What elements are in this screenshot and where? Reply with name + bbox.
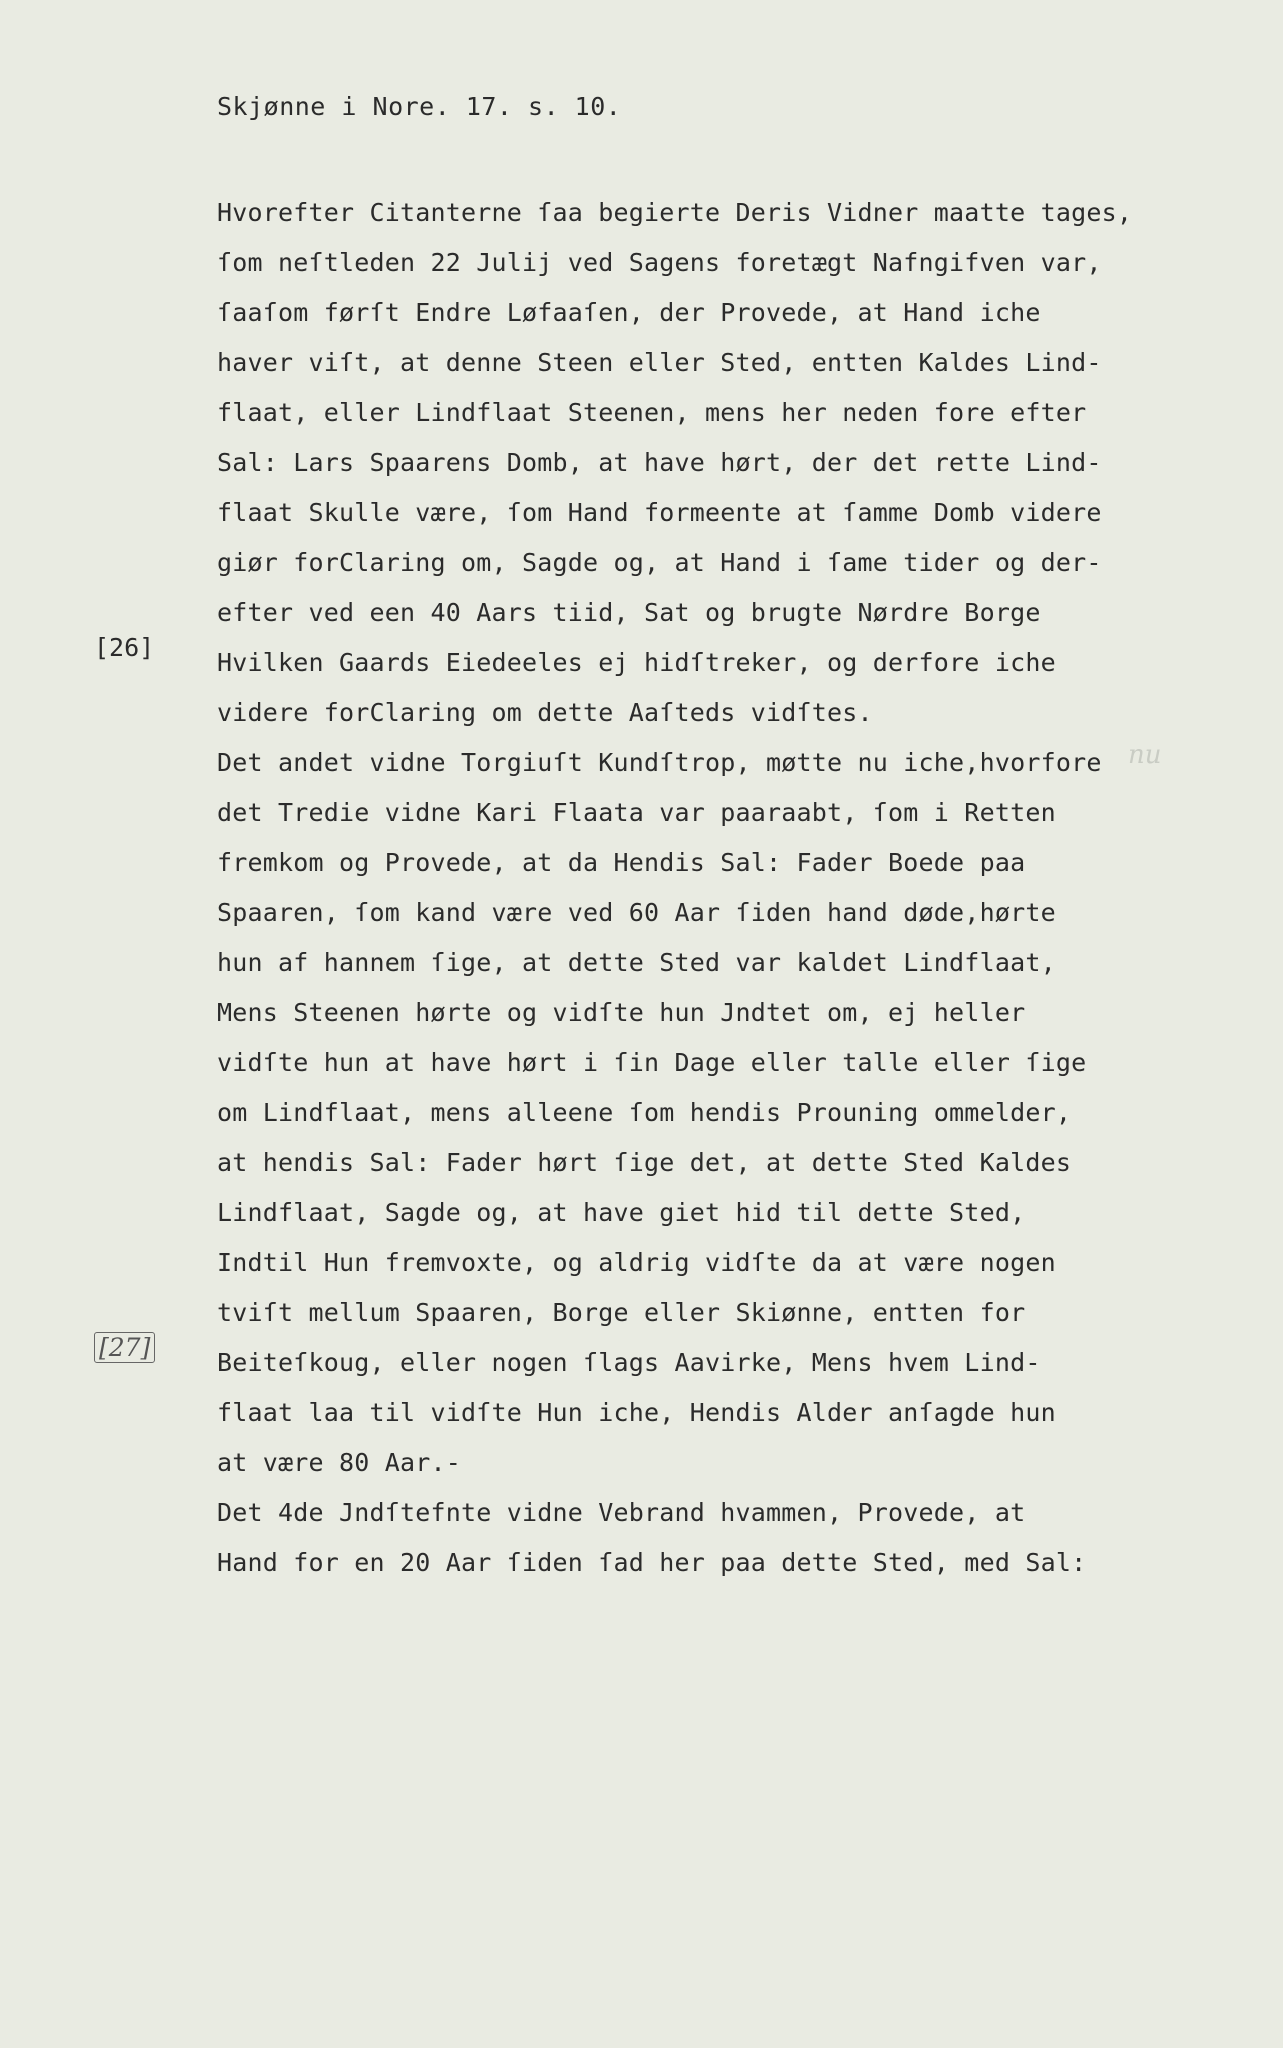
margin-note-27-box: [27] [94,1332,155,1363]
text-line: fremkom og Provede, at da Hendis Sal: Fader Boede paa [217,848,1026,877]
text-line: Mens Steenen hørte og vidſte hun Jndtet om, ej heller [217,998,1026,1027]
text-line: Det 4de Jndſtefnte vidne Vebrand hvammen, Provede, at [217,1498,1026,1527]
document-body [217,188,1257,1588]
pencil-mark: nu [1128,740,1162,770]
text-line: Lindflaat, Sagde og, at have giet hid til dette Sted, [217,1198,1026,1227]
text-line: ſom neſtleden 22 Julij ved Sagens foretægt Nafngifven var, [217,248,1102,277]
text-line: efter ved een 40 Aars tiid, Sat og brugte Nørdre Borge [217,598,1041,627]
text-line: ſaaſom førſt Endre Løfaaſen, der Provede, at Hand iche [217,298,1041,327]
text-line: om Lindflaat, mens alleene ſom hendis Prouning ommelder, [217,1098,1072,1127]
text-line: flaat Skulle være, ſom Hand formeente at ſamme Domb videre [217,498,1102,527]
text-line: Det andet vidne Torgiuſt Kundſtrop, møtte nu iche,hvorfore [217,748,1102,777]
text-line: Indtil Hun fremvoxte, og aldrig vidſte da at være nogen [217,1248,1056,1277]
text-line: hun af hannem ſige, at dette Sted var kaldet Lindflaat, [217,948,1056,977]
text-line: vidſte hun at have hørt i ſin Dage eller talle eller ſige [217,1048,1087,1077]
text-line: at hendis Sal: Fader hørt ſige det, at dette Sted Kaldes [217,1148,1072,1177]
text-line: flaat, eller Lindflaat Steenen, mens her neden fore efter [217,398,1087,427]
text-line: det Tredie vidne Kari Flaata var paaraabt, ſom i Retten [217,798,1056,827]
margin-note-27 [94,1333,155,1362]
text-line: Spaaren, ſom kand være ved 60 Aar ſiden hand døde,hørte [217,898,1056,927]
text-line: Hvilken Gaards Eiedeeles ej hidſtreker, og derfore iche [217,648,1056,677]
text-line: at være 80 Aar.- [217,1448,462,1477]
text-line: Hvorefter Citanterne ſaa begierte Deris Vidner maatte tages, [217,198,1133,227]
page-header: Skjønne i Nore. 17. s. 10. [217,92,622,121]
text-line: haver viſt, at denne Steen eller Sted, entten Kaldes Lind- [217,348,1102,377]
text-line: Hand for en 20 Aar ſiden ſad her paa dette Sted, med Sal: [217,1548,1087,1577]
text-line: tviſt mellum Spaaren, Borge eller Skiønne, entten for [217,1298,1026,1327]
margin-note-26: [26] [94,633,155,662]
text-line: Beiteſkoug, eller nogen ſlags Aavirke, Mens hvem Lind- [217,1348,1041,1377]
text-line: giør forClaring om, Sagde og, at Hand i ſame tider og der- [217,548,1102,577]
text-line: Sal: Lars Spaarens Domb, at have hørt, der det rette Lind- [217,448,1102,477]
text-line: flaat laa til vidſte Hun iche, Hendis Alder anſagde hun [217,1398,1056,1427]
text-line: videre forClaring om dette Aaſteds vidſtes. [217,698,873,727]
